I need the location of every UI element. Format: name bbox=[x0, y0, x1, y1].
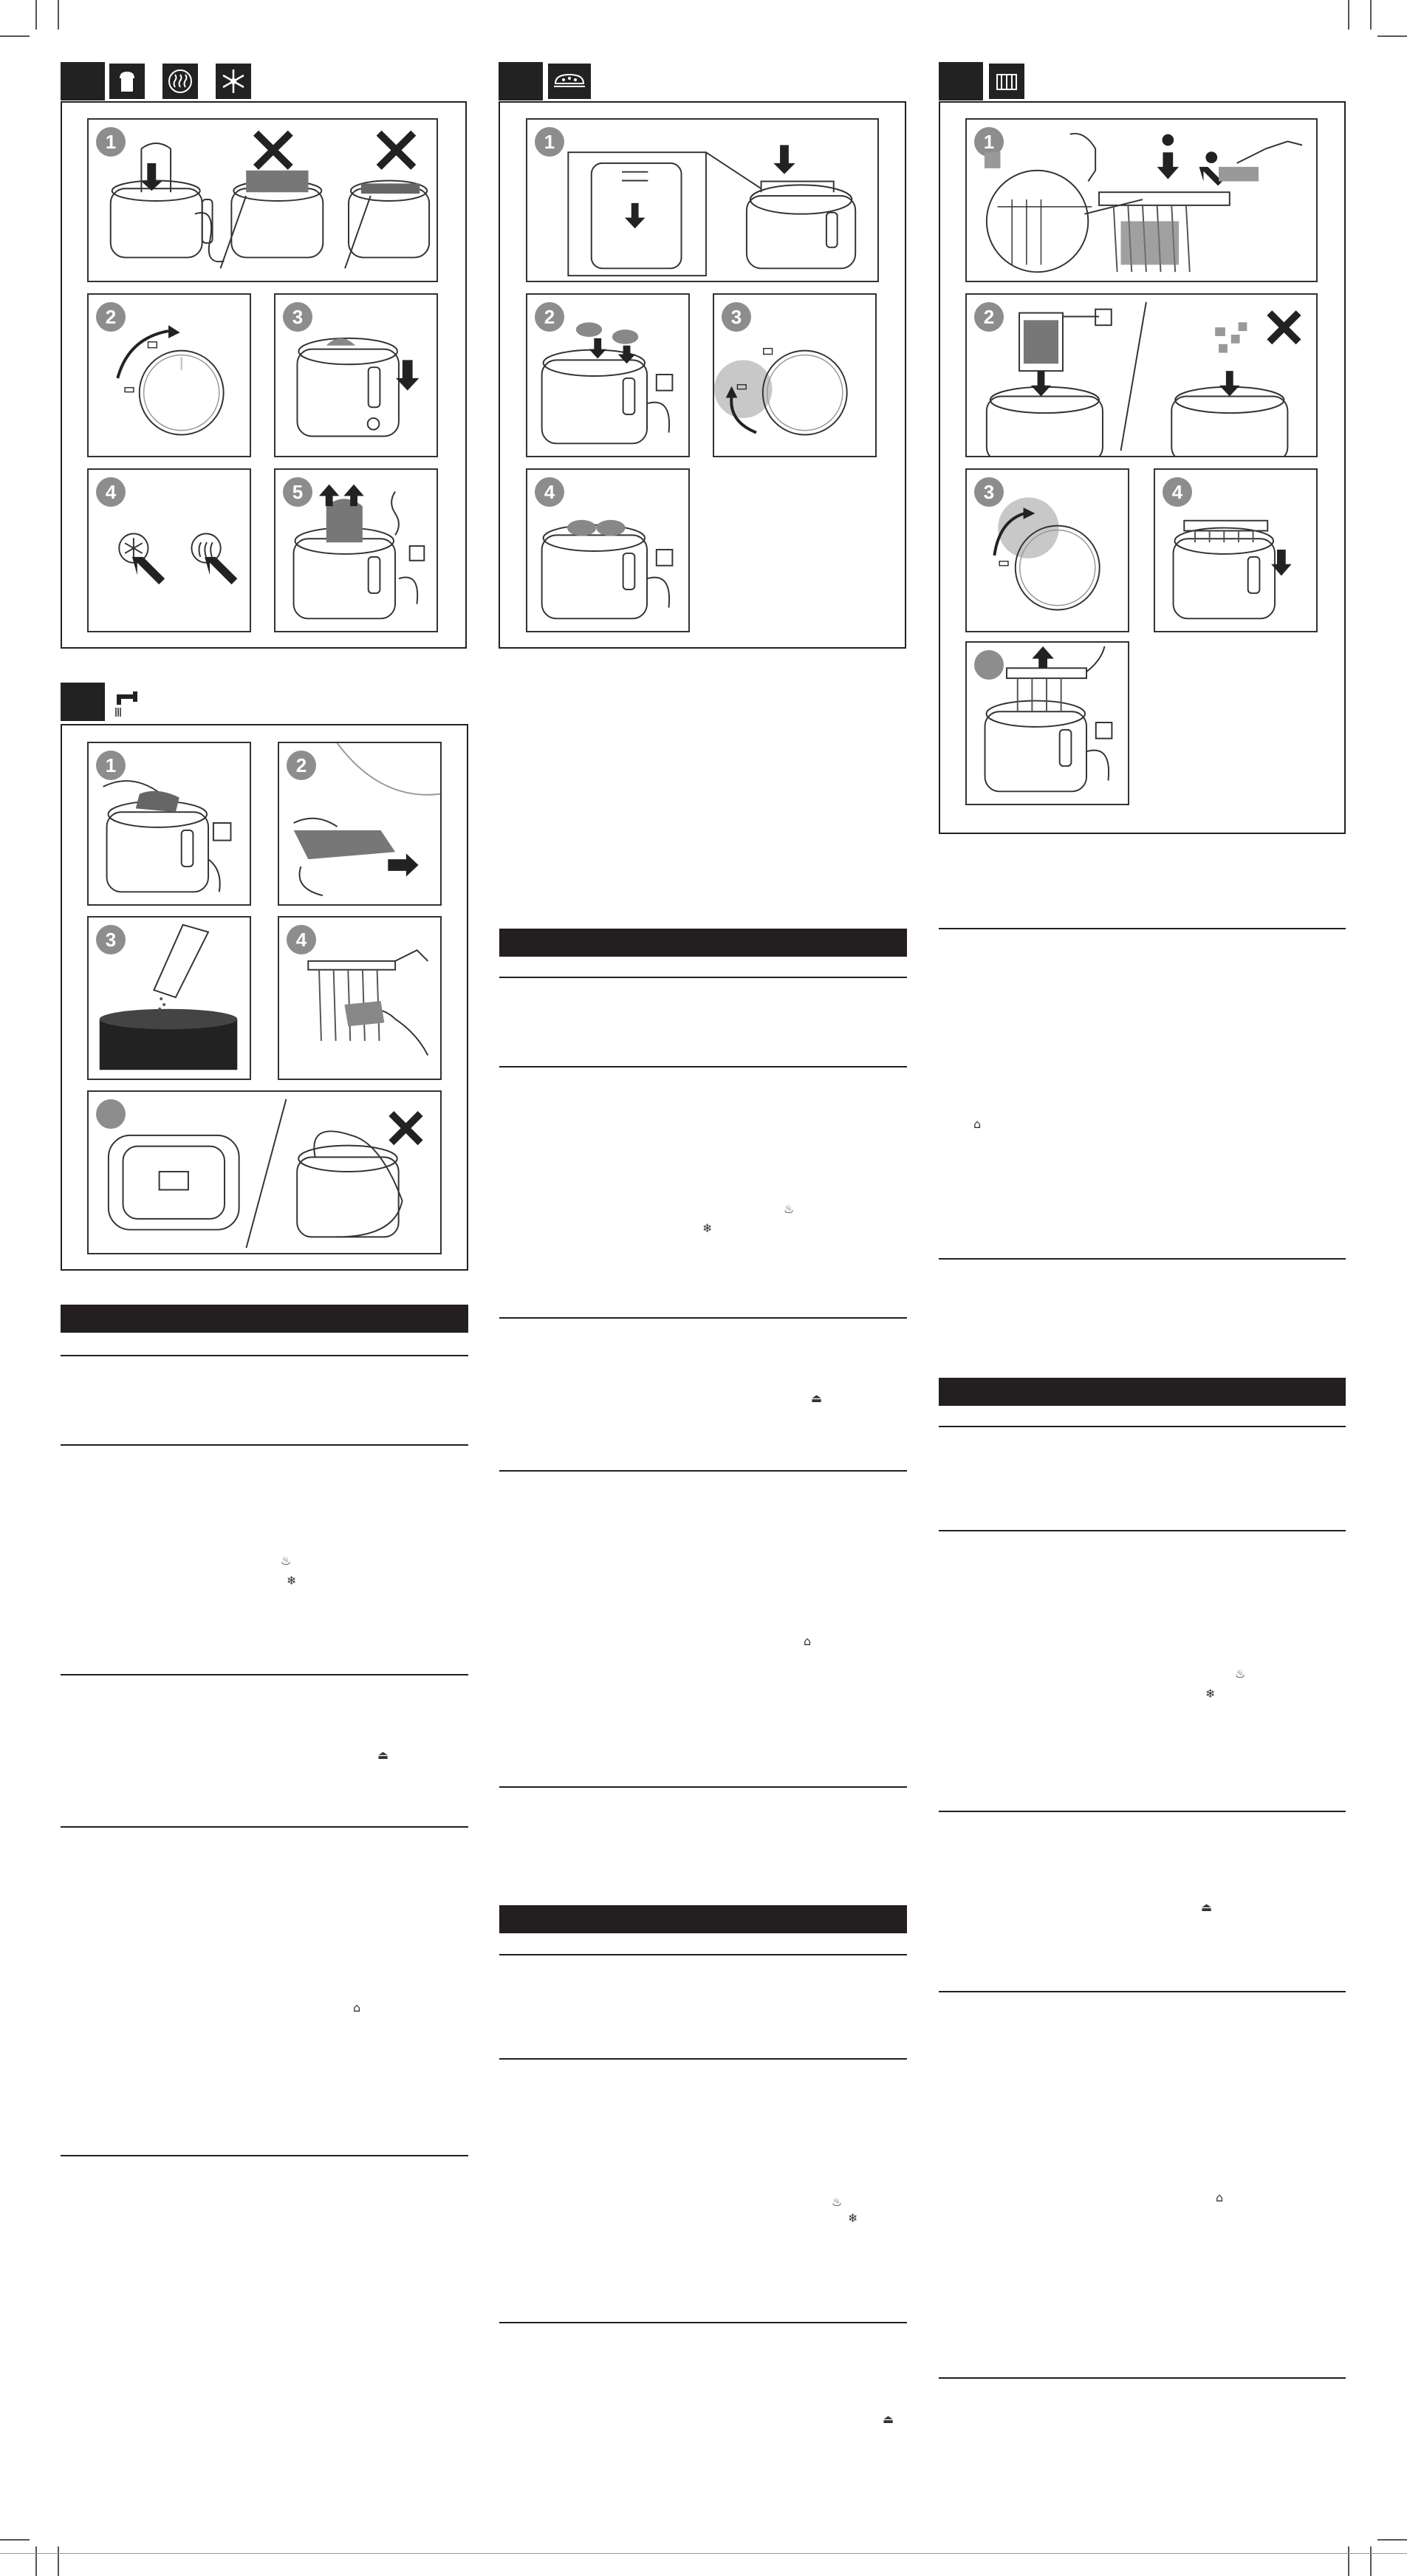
step-number: 1 bbox=[96, 127, 126, 157]
panel-a5 bbox=[274, 468, 438, 632]
reheat-icon: ♨ bbox=[1235, 1667, 1246, 1681]
reheat-icon: ♨ bbox=[281, 1554, 292, 1568]
panel-d3 bbox=[87, 916, 251, 1080]
bun-icon: ⌂ bbox=[973, 1117, 982, 1131]
panel-c1 bbox=[965, 118, 1318, 282]
stop-icon: ⏏ bbox=[377, 1748, 389, 1762]
crop-mark bbox=[1348, 0, 1349, 30]
panel-a1 bbox=[87, 118, 438, 282]
sandwich-dial-illustration bbox=[967, 470, 1128, 631]
step-number: 3 bbox=[722, 302, 751, 332]
panel-b4 bbox=[526, 468, 690, 632]
divider-rule bbox=[939, 1991, 1346, 1992]
step-number: 5 bbox=[283, 477, 312, 507]
step-number: 4 bbox=[287, 925, 316, 954]
panel-b3 bbox=[713, 293, 877, 457]
divider-rule bbox=[939, 1811, 1346, 1812]
crop-mark bbox=[1370, 2546, 1372, 2576]
divider-rule bbox=[499, 1470, 907, 1472]
crop-mark bbox=[0, 35, 30, 37]
bun-icon: ⌂ bbox=[804, 1634, 812, 1648]
step-number: 4 bbox=[96, 477, 126, 507]
divider-rule bbox=[939, 928, 1346, 929]
browning-dial-illustration bbox=[89, 295, 250, 456]
sandwich-rack-icon bbox=[987, 62, 1026, 100]
crop-mark bbox=[58, 2546, 59, 2576]
crop-mark bbox=[1348, 2546, 1349, 2576]
divider-rule bbox=[499, 977, 907, 978]
bun-dial-illustration bbox=[714, 295, 875, 456]
defrost-icon bbox=[214, 62, 253, 100]
crumb-tray-illustration bbox=[279, 743, 440, 904]
clean-rack-illustration bbox=[279, 918, 440, 1079]
defrost-icon: ❄ bbox=[1205, 1687, 1216, 1701]
divider-rule bbox=[499, 1786, 907, 1788]
defrost-icon: ❄ bbox=[702, 1221, 713, 1235]
step-number: 1 bbox=[96, 751, 126, 780]
fill-rack-illustration bbox=[967, 120, 1316, 281]
panel-c4 bbox=[1154, 468, 1318, 632]
defrost-icon: ❄ bbox=[287, 1574, 297, 1588]
bread-icon bbox=[108, 62, 146, 100]
stop-icon: ⏏ bbox=[811, 1391, 823, 1405]
crop-mark bbox=[35, 0, 37, 30]
divider-rule bbox=[939, 1426, 1346, 1427]
stop-icon: ⏏ bbox=[883, 2412, 894, 2426]
step-number: 2 bbox=[287, 751, 316, 780]
panel-d2 bbox=[278, 742, 442, 906]
toaster-insert-illustration bbox=[89, 120, 437, 281]
panel-b1 bbox=[526, 118, 879, 282]
panel-a2 bbox=[87, 293, 251, 457]
reheat-icon: ♨ bbox=[784, 1202, 795, 1216]
step-number: 4 bbox=[535, 477, 564, 507]
panel-d4 bbox=[278, 916, 442, 1080]
defrost-icon: ❄ bbox=[848, 2211, 858, 2225]
panel-a3 bbox=[274, 293, 438, 457]
heading-bar bbox=[939, 1378, 1346, 1406]
divider-rule bbox=[499, 1954, 907, 1955]
step-number: 2 bbox=[96, 302, 126, 332]
warming-buns-illustration bbox=[527, 470, 688, 631]
wipe-toaster-illustration bbox=[89, 743, 250, 904]
empty-tray-illustration bbox=[89, 918, 250, 1079]
function-buttons-illustration bbox=[89, 470, 250, 631]
section-c-tab bbox=[939, 62, 983, 100]
panel-d5 bbox=[87, 1090, 442, 1254]
divider-rule bbox=[939, 1258, 1346, 1260]
reheat-icon: ♨ bbox=[832, 2195, 843, 2209]
crop-mark bbox=[1377, 35, 1407, 37]
step-number: 2 bbox=[535, 302, 564, 332]
panel-c5 bbox=[965, 641, 1129, 805]
remove-rack-illustration bbox=[967, 643, 1128, 804]
panel-b2 bbox=[526, 293, 690, 457]
section-a-tab bbox=[61, 62, 105, 100]
step-number: 3 bbox=[283, 302, 312, 332]
divider-rule bbox=[499, 2058, 907, 2060]
reheat-icon bbox=[161, 62, 199, 100]
step-number: 1 bbox=[974, 127, 1004, 157]
step-number: 4 bbox=[1163, 477, 1192, 507]
press-lever-illustration bbox=[275, 295, 437, 456]
warming-rack-illustration bbox=[527, 120, 877, 281]
crop-mark bbox=[35, 2546, 37, 2576]
step-number: 1 bbox=[535, 127, 564, 157]
toast-popup-illustration bbox=[275, 470, 437, 631]
divider-rule bbox=[61, 1355, 468, 1356]
divider-rule bbox=[61, 2155, 468, 2156]
heading-bar bbox=[61, 1305, 468, 1333]
divider-rule bbox=[499, 2322, 907, 2323]
stop-icon: ⏏ bbox=[1201, 1900, 1213, 1914]
section-b-tab bbox=[499, 62, 543, 100]
crop-mark bbox=[0, 2539, 30, 2541]
place-buns-illustration bbox=[527, 295, 688, 456]
heading-bar bbox=[499, 1905, 907, 1933]
divider-rule bbox=[61, 1674, 468, 1675]
panel-a4 bbox=[87, 468, 251, 632]
cord-storage-illustration bbox=[89, 1092, 440, 1253]
bottom-rule bbox=[0, 2553, 1407, 2554]
divider-rule bbox=[61, 1826, 468, 1828]
lower-rack-illustration bbox=[1155, 470, 1316, 631]
cleaning-tap-icon bbox=[108, 683, 146, 721]
bun-icon: ⌂ bbox=[353, 2001, 361, 2015]
divider-rule bbox=[939, 2377, 1346, 2379]
insert-rack-illustration bbox=[967, 295, 1316, 456]
step-number: 2 bbox=[974, 302, 1004, 332]
divider-rule bbox=[61, 1444, 468, 1446]
divider-rule bbox=[939, 1530, 1346, 1531]
panel-d1 bbox=[87, 742, 251, 906]
bun-warmer-icon bbox=[547, 62, 592, 100]
heading-bar bbox=[499, 929, 907, 957]
step-number: 3 bbox=[96, 925, 126, 954]
crop-mark bbox=[1377, 2539, 1407, 2541]
divider-rule bbox=[499, 1066, 907, 1067]
step-number: 3 bbox=[974, 477, 1004, 507]
crop-mark bbox=[58, 0, 59, 30]
panel-c2 bbox=[965, 293, 1318, 457]
panel-c3 bbox=[965, 468, 1129, 632]
crop-mark bbox=[1370, 0, 1372, 30]
bun-icon: ⌂ bbox=[1216, 2190, 1224, 2204]
section-d-tab bbox=[61, 683, 105, 721]
divider-rule bbox=[499, 1317, 907, 1319]
